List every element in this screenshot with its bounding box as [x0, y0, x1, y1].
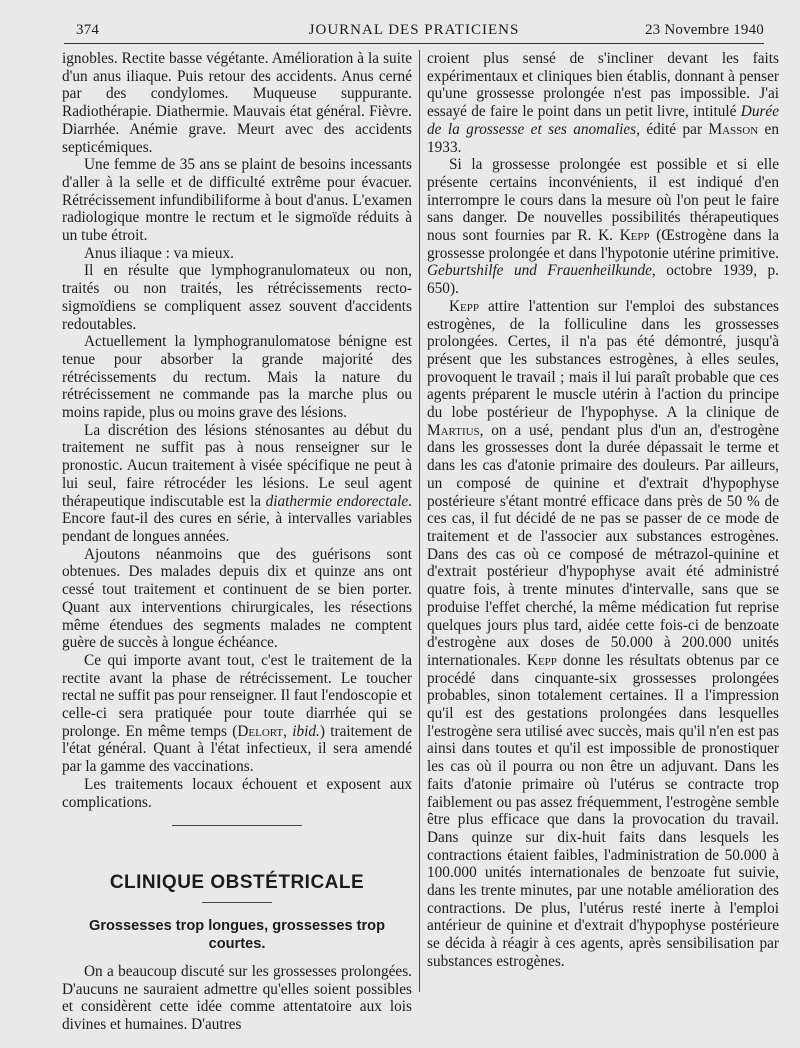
- italic-journal-title: Geburtshilfe und Frauenheilkunde: [427, 262, 652, 280]
- paragraph: ignobles. Rectite basse végétante. Amélioration à la suite d'un anus iliaque. Puis retour des accidents. Anus cerné par des condylomes. Muqueuse suppurante. Radiothérapie. Diathermie. Mauvais état général. Fièvre. Diarrhée. Anémie grave. Meurt avec des accidents septicémiques.: [62, 50, 412, 156]
- page-number: 374: [76, 22, 100, 38]
- paragraph: Kepp attire l'attention sur l'emploi des substances estrogènes, de la folliculine dans les grossesses prolongées. Certes, il n'a pas été démontré, jusqu'à présent que les substances estrogènes, à elles seules, provoquent le travail ; mais il lui paraît probable que ces agents préparent le muscle utérin à l'action du principe du lobe postérieur de l'hypophyse. A la clinique de Martius, on a usé, pendant plus d'un an, d'estrogène dans les grossesses dont la durée dépassait le terme et dans les cas d'atonie primaire des douleurs. Par ailleurs, un composé de quinine et d'extrait d'hypophyse postérieure s'étant montré efficace dans près de 50 % de ces cas, il fut décidé de ne pas se passer de ce mode de traitement et de l'associer aux substances estrogènes. Dans des cas où ce composé de métrazol-quinine et d'extrait postérieur d'hypophyse avait été administré quatre fois, à trente minutes d'intervalle, sans que se produise l'effet cherché, la même médication fut reprise quelques jours plus tard, aidée cette fois-ci de benzoate d'estrogène aux doses de 50.000 à 200.000 unités internationales. Kepp donne les résultats obtenus par ce procédé dans cinquante-six grossesses prolongées probables, sinon totalement certaines. Il a l'impression qu'il est des gestations prolongées dans lesquelles l'estrogène sera utilisé avec succès, mais qu'il n'en est pas ainsi dans toutes et qu'il est impossible de pronostiquer les cas où il pourra ou non être un adjuvant. Dans les faits d'atonie primaire où l'utérus se contracte trop faiblement ou pas assez fréquemment, l'estrogène semble être plus efficace que dans la provocation du travail. Dans quinze sur dix-huit faits dans lesquels les contractions étaient faibles, l'administration de 50.000 à 100.000 unités internationales de benzoate fut suivie, dans les trente minutes, par une notable amélioration des contractions. De plus, l'utérus resté inerte à l'emploi antérieur de quinine et d'extrait d'hypophyse postérieure se décida à réagir à ces agents, après sensibilisation par substances estrogènes.: [427, 297, 779, 970]
- right-column: [427, 50, 779, 971]
- left-column: [62, 50, 412, 1034]
- paragraph: Actuellement la lymphogranulomatose bénigne est tenue pour absorber la grande majorité des rétrécissements du rectum. Mais la nature du rétrécissement ne commande pas la marche plus ou moins rapide, plus ou moins grave des lésions.: [62, 333, 412, 422]
- author-name: Kepp: [449, 297, 480, 315]
- author-name: Delort: [237, 722, 284, 740]
- issue-date: 23 Novembre 1940: [644, 22, 764, 38]
- paragraph: Anus iliaque : va mieux.: [84, 244, 234, 262]
- paragraph: On a beaucoup discuté sur les grossesses prolongées. D'aucuns ne sauraient admettre qu'elles soient possibles et considèrent cette idée comme attentatoire aux lois divines et humaines. D'autres: [62, 962, 412, 1034]
- section-separator: [172, 825, 302, 826]
- paragraph: La discrétion des lésions sténosantes au début du traitement ne suffit pas à nous renseigner sur le pronostic. Aucun traitement à visée spécifique ne peut à lui seul, faire rétrocéder les lésions. Le seul agent thérapeutique indiscutable est la diathermie endorectale. Encore faut-il des cures en série, à intervalles variables pendant de longues années.: [62, 421, 412, 545]
- paragraph: croient plus sensé de s'incliner devant les faits expérimentaux et cliniques bien établis, donnant à penser qu'une grossesse prolongée n'est pas impossible. J'ai essayé de faire le point dans un petit livre, intitulé Durée de la grossesse et ses anomalies, édité par Masson en 1933.: [427, 50, 779, 156]
- section-title: CLINIQUE OBSTÉTRICALE: [109, 872, 365, 894]
- paragraph: Ajoutons néanmoins que des guérisons sont obtenues. Des malades depuis dix et quinze ans ont cessé tout traitement et continuent de se bien porter. Quant aux interventions chirurgicales, les résections même étendues des segments malades ne comptent guère de succès à longue échéance.: [62, 545, 412, 652]
- paragraph: Une femme de 35 ans se plaint de besoins incessants d'aller à la selle et de difficulté extrême pour évacuer. Rétrécissement infundibiliforme à bout d'anus. L'examen radiologique montre le rectum et le sigmoïde réduits à un tube étroit.: [62, 156, 412, 245]
- author-name: Kepp: [526, 651, 557, 669]
- italic-reference: ibid.: [292, 722, 320, 740]
- paragraph: Il en résulte que lymphogranulomateux ou non, traités ou non traités, les rétrécissements recto-sigmoïdiens se compliquent assez souvent d'accidents redoutables.: [62, 262, 412, 333]
- paragraph: Si la grossesse prolongée est possible et si elle présente certains inconvénients, il est indiqué d'en interrompre le cours dans la mesure où l'on peut le faire sans danger. De nouvelles possibilités thérapeutiques nous sont fournies par R. K. Kepp (Œstrogène dans la grossesse prolongée et dans l'hypotonie utérine primitive. Geburtshilfe und Frauenheilkunde, octobre 1939, p. 650).: [427, 156, 779, 298]
- column-divider: [419, 50, 420, 992]
- section-title-rule: [202, 902, 272, 903]
- header-rule: [64, 43, 764, 44]
- page-header: [64, 20, 764, 44]
- paragraph: Les traitements locaux échouent et exposent aux complications.: [62, 775, 412, 811]
- article-subtitle: Grossesses trop longues, grossesses trop courtes.: [88, 917, 386, 952]
- paragraph: Ce qui importe avant tout, c'est le traitement de la rectite avant la phase de rétrécissement. Le toucher rectal ne suffit pas pour renseigner. Il faut l'endoscopie et celle-ci sera pratiquée pour toute diarrhée qui se prolonge. En même temps (Delort, ibid.) traitement de l'état général. Quant à l'état infectieux, il sera amendé par la gamme des vaccinations.: [62, 651, 412, 776]
- italic-book-title: Durée de la grossesse et ses anomalies: [427, 103, 779, 138]
- journal-title: JOURNAL DES PRATICIENS: [308, 22, 520, 38]
- publisher-name: Masson: [708, 120, 759, 138]
- author-name: Kepp: [619, 227, 650, 245]
- author-name: Martius: [427, 421, 480, 439]
- italic-term: diathermie endorectale: [265, 492, 409, 510]
